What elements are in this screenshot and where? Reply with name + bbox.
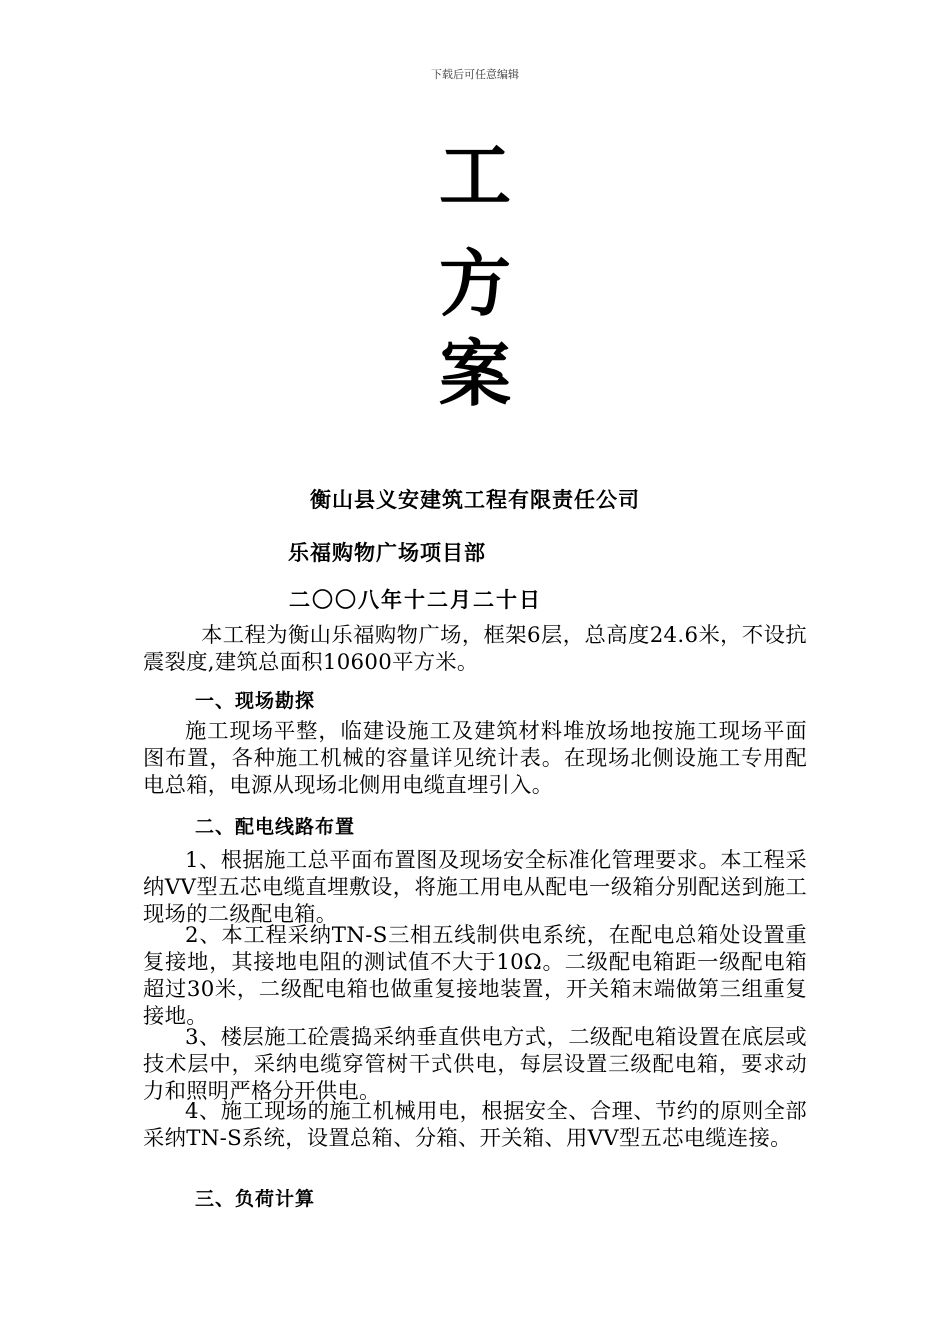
title-char-3: 案 (438, 332, 511, 416)
section-2-paragraph-3: 3、楼层施工砼震捣采纳垂直供电方式，二级配电箱设置在底层或技术层中，采纳电缆穿管树干式供电，每层设置三级配电箱，要求动力和照明严格分开供电。 (143, 1025, 807, 1104)
title-char-1: 工 (438, 134, 511, 218)
document-date: 二〇〇八年十二月二十日 (289, 588, 542, 612)
header-note: 下载后可任意编辑 (431, 68, 519, 81)
section-heading-2: 二、配电线路布置 (195, 816, 356, 838)
title-char-2: 方 (438, 242, 511, 326)
section-2-paragraph-4: 4、施工现场的施工机械用电，根据安全、合理、节约的原则全部采纳TN-S系统，设置总箱、分箱、开关箱、用VV型五芯电缆连接。 (143, 1099, 807, 1151)
section-heading-3: 三、负荷计算 (195, 1188, 316, 1210)
section-1-paragraph-1: 施工现场平整，临建设施工及建筑材料堆放场地按施工现场平面图布置，各种施工机械的容量详见统计表。在现场北侧设施工专用配电总箱，电源从现场北侧用电缆直埋引入。 (143, 719, 807, 798)
company-name: 衡山县义安建筑工程有限责任公司 (310, 488, 640, 512)
department-name: 乐福购物广场项目部 (288, 541, 486, 565)
intro-paragraph: 本工程为衡山乐福购物广场，框架6层，总高度24.6米，不设抗震裂度,建筑总面积10600平方米。 (143, 623, 807, 675)
section-heading-1: 一、现场勘探 (195, 690, 316, 712)
section-2-paragraph-1: 1、根据施工总平面布置图及现场安全标准化管理要求。本工程采纳VV型五芯电缆直埋敷设，将施工用电从配电一级箱分别配送到施工现场的二级配电箱。 (143, 848, 807, 927)
section-2-paragraph-2: 2、本工程采纳TN-S三相五线制供电系统，在配电总箱处设置重复接地，其接地电阻的测试值不大于10Ω。二级配电箱距一级配电箱超过30米，二级配电箱也做重复接地装置，开关箱末端做第三组重复接地。 (143, 923, 807, 1029)
